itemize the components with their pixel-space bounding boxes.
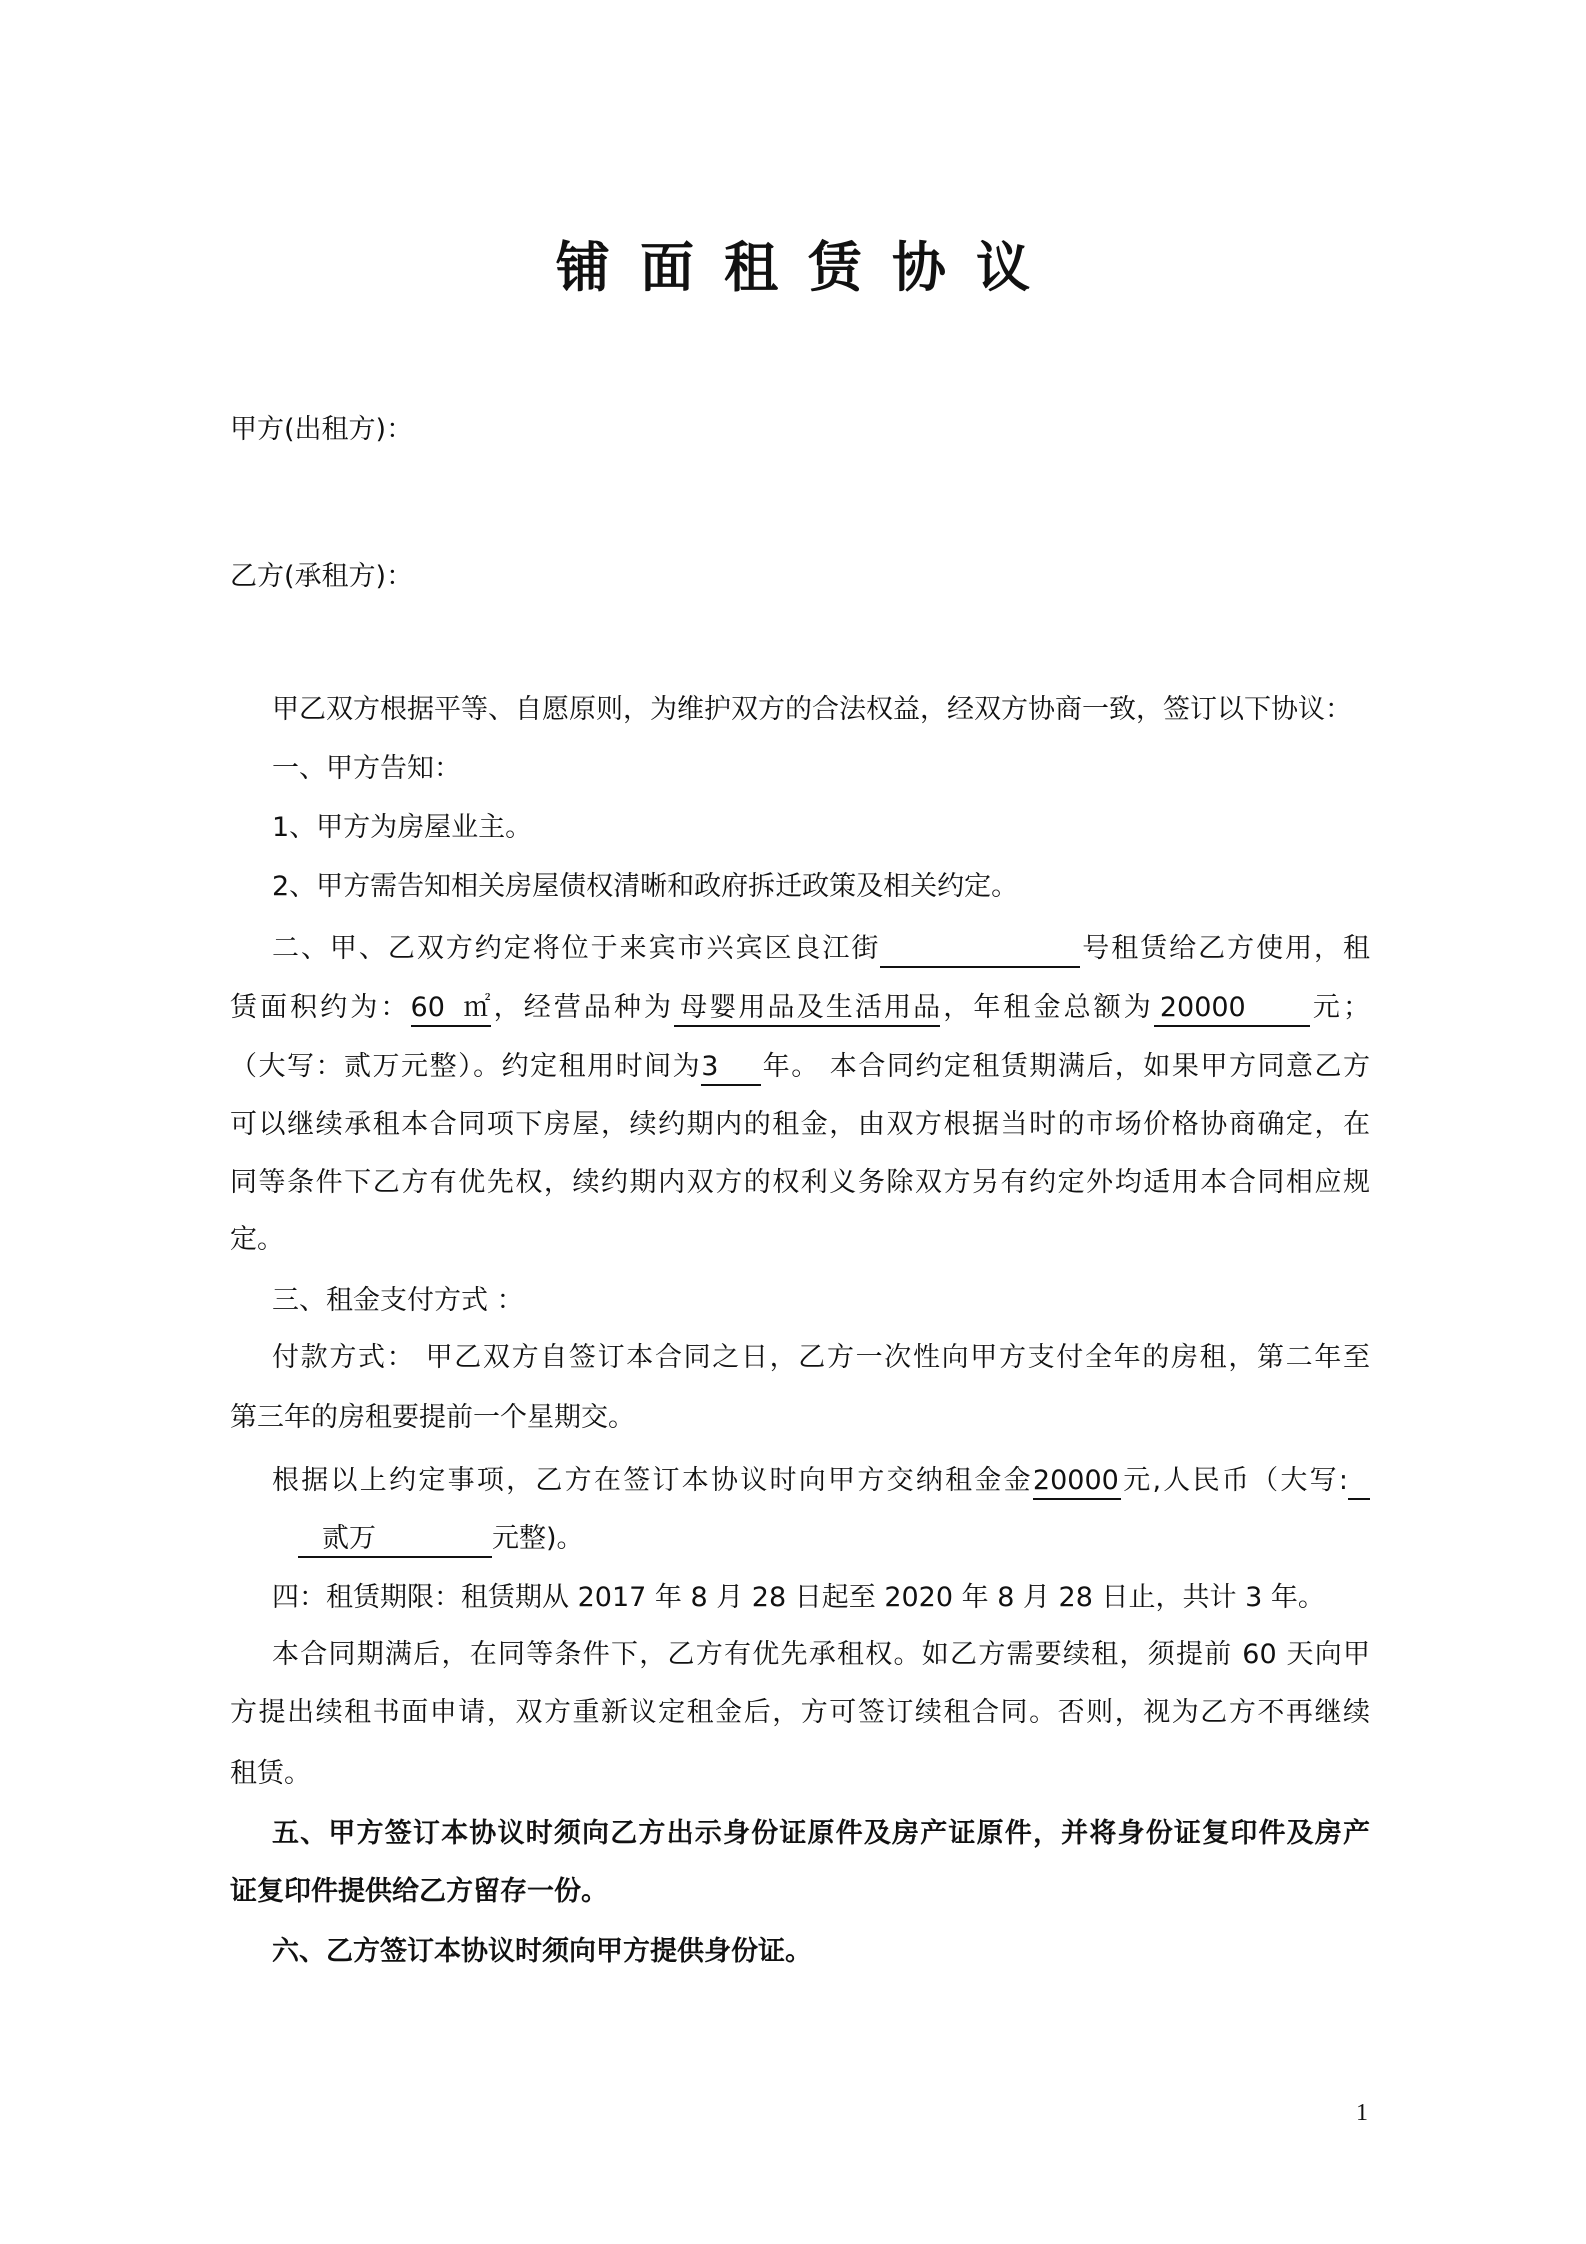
- section-2-line-2: [230, 988, 1370, 1028]
- section-6: 六、乙方签订本协议时须向甲方提供身份证。: [272, 1936, 812, 1967]
- text: 元,人民币（大写:: [1120, 1465, 1348, 1496]
- section-4-line-1: 四：租赁期限：租赁期从 2017 年 8 月 28 日起至 2020 年 8 月 28 日止，共计 3 年。: [272, 1582, 1325, 1613]
- text: ，经营品种为: [490, 992, 675, 1023]
- section-5-line-2: 证复印件提供给乙方留存一份。: [230, 1876, 608, 1907]
- annual-rent-field: 20000: [1154, 991, 1310, 1027]
- section-3-line-1: 付款方式： 甲乙双方自签订本合同之日，乙方一次性向甲方支付全年的房租，第二年至: [272, 1342, 1370, 1373]
- text: 根据以上约定事项，乙方在签订本协议时向甲方交纳租金金: [272, 1465, 1033, 1496]
- section-3-heading: 三、租金支付方式 ：: [272, 1285, 524, 1316]
- street-number-blank: [880, 932, 1080, 968]
- blank: [1348, 1464, 1370, 1500]
- section-2-line-3: [230, 1047, 1370, 1087]
- section-1-heading: 一、甲方告知：: [272, 753, 461, 784]
- page-number: 1: [1356, 2100, 1368, 2126]
- text: 年。 本合同约定租赁期满后，如果甲方同意乙方: [761, 1051, 1370, 1082]
- section-2-line-1: [272, 929, 1370, 969]
- section-4-line-2: 本合同期满后，在同等条件下，乙方有优先承租权。如乙方需要续租，须提前 60 天向甲: [272, 1639, 1370, 1670]
- party-b-label: 乙方(承租方)：: [230, 561, 414, 592]
- section-2-line-4: 可以继续承租本合同项下房屋，续约期内的租金，由双方根据当时的市场价格协商确定，在: [230, 1109, 1370, 1140]
- text: 号租赁给乙方使用，租: [1080, 933, 1371, 964]
- goods-field: 母婴用品及生活用品: [674, 991, 940, 1027]
- area-field: 60 ㎡: [411, 991, 491, 1027]
- section-1-item-2: 2、甲方需告知相关房屋债权清晰和政府拆迁政策及相关约定。: [272, 871, 1019, 902]
- section-2-line-5: 同等条件下乙方有优先权，续约期内双方的权利义务除双方另有约定外均适用本合同相应规: [230, 1167, 1370, 1198]
- document-title: 铺面租赁协议: [556, 236, 1060, 299]
- section-3-line-3: [272, 1461, 1370, 1501]
- text: 元整)。: [492, 1523, 584, 1554]
- amount-words-field: 贰万: [298, 1522, 492, 1558]
- section-3-line-4: [298, 1519, 584, 1559]
- years-field: 3: [701, 1050, 761, 1086]
- text: （大写：贰万元整）。约定租用时间为: [230, 1051, 702, 1082]
- text: 元；: [1309, 992, 1371, 1023]
- section-4-line-4: 租赁。: [230, 1758, 311, 1789]
- party-a-label: 甲方(出租方)：: [230, 414, 414, 445]
- section-2-line-6: 定。: [230, 1224, 284, 1255]
- section-4-line-3: 方提出续租书面申请，双方重新议定租金后，方可签订续租合同。否则，视为乙方不再继续: [230, 1697, 1370, 1728]
- section-3-line-2: 第三年的房租要提前一个星期交。: [230, 1402, 635, 1433]
- deposit-field: 20000: [1033, 1464, 1121, 1500]
- text: ，年租金总额为: [940, 992, 1154, 1023]
- section-5-line-1: 五、甲方签订本协议时须向乙方出示身份证原件及房产证原件，并将身份证复印件及房产: [272, 1818, 1370, 1849]
- intro-paragraph: 甲乙双方根据平等、自愿原则，为维护双方的合法权益，经双方协商一致，签订以下协议：: [272, 694, 1352, 725]
- section-1-item-1: 1、甲方为房屋业主。: [272, 812, 533, 843]
- text: 赁面积约为：: [230, 992, 411, 1023]
- text: 二、甲、乙双方约定将位于来宾市兴宾区良江街: [272, 933, 881, 964]
